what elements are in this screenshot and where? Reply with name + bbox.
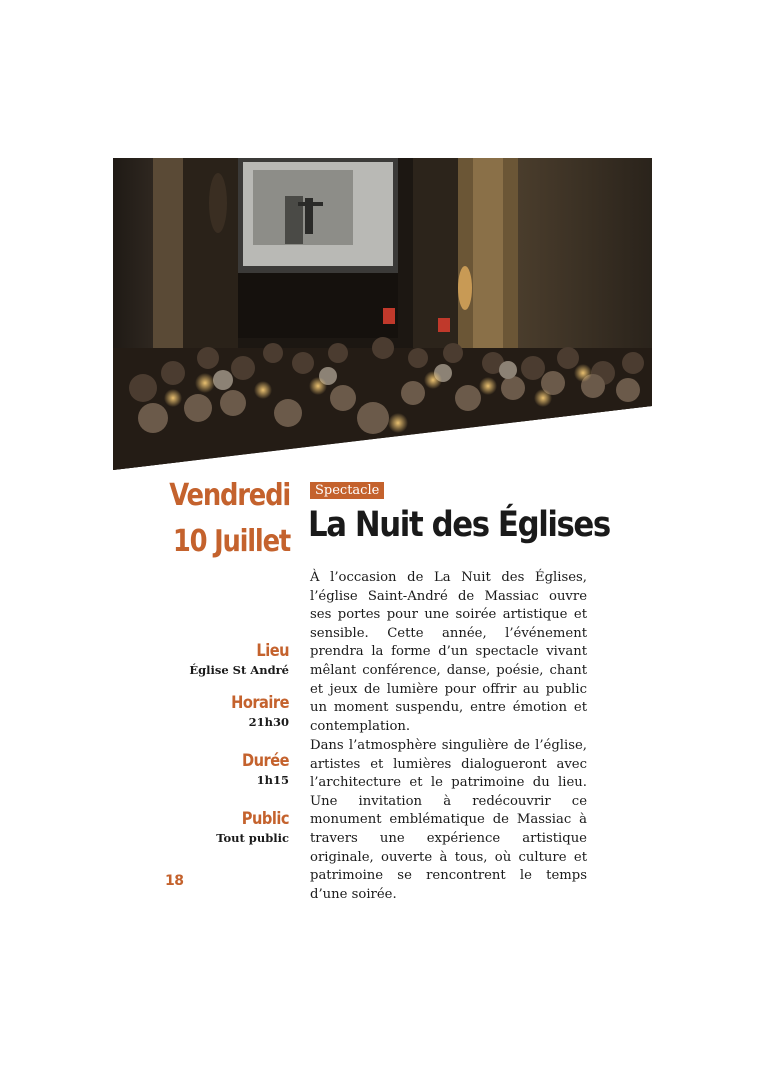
info-duree — [140, 751, 289, 788]
event-date: 10 Juillet — [172, 524, 290, 559]
church-event-photo — [113, 158, 652, 470]
church-event-photo-illustration — [113, 158, 652, 470]
info-horaire — [140, 693, 289, 730]
page-number: 18 — [165, 873, 184, 889]
info-public — [140, 809, 289, 846]
info-public-value: Tout public — [216, 831, 289, 845]
info-horaire-label: Horaire — [231, 693, 289, 713]
event-title: La Nuit des Églises — [308, 505, 610, 545]
description-paragraph-1: À l’occasion de La Nuit des Églises, l’église Saint-André de Massiac ouvre ses portes pour une soirée artistique et sensible. Cette année, l’événement prendra la forme d’un spectacle vivant mêlant conférence, danse, poésie, chant et jeux de lumière pour offrir au public un moment suspendu, entre émotion et contemplation. — [310, 570, 587, 734]
info-public-label: Public — [241, 809, 289, 829]
info-duree-value: 1h15 — [256, 773, 289, 787]
info-lieu-value: Église St André — [189, 663, 289, 677]
event-day: Vendredi — [169, 478, 290, 513]
info-lieu-label: Lieu — [256, 641, 289, 661]
info-duree-label: Durée — [241, 751, 289, 771]
description-paragraph-2: Dans l’atmosphère singulière de l’église, artistes et lumières dialogueront avec l’architecture et le patrimoine du lieu. Une invitation à redécouvrir ce monument emblématique de Massiac à travers une expérience artistique originale, ouverte à tous, où culture et patrimoine se rencontrent le temps d’une soirée. — [310, 738, 587, 902]
category-badge: Spectacle — [310, 482, 384, 499]
info-lieu — [140, 641, 289, 678]
info-horaire-value: 21h30 — [248, 715, 289, 729]
